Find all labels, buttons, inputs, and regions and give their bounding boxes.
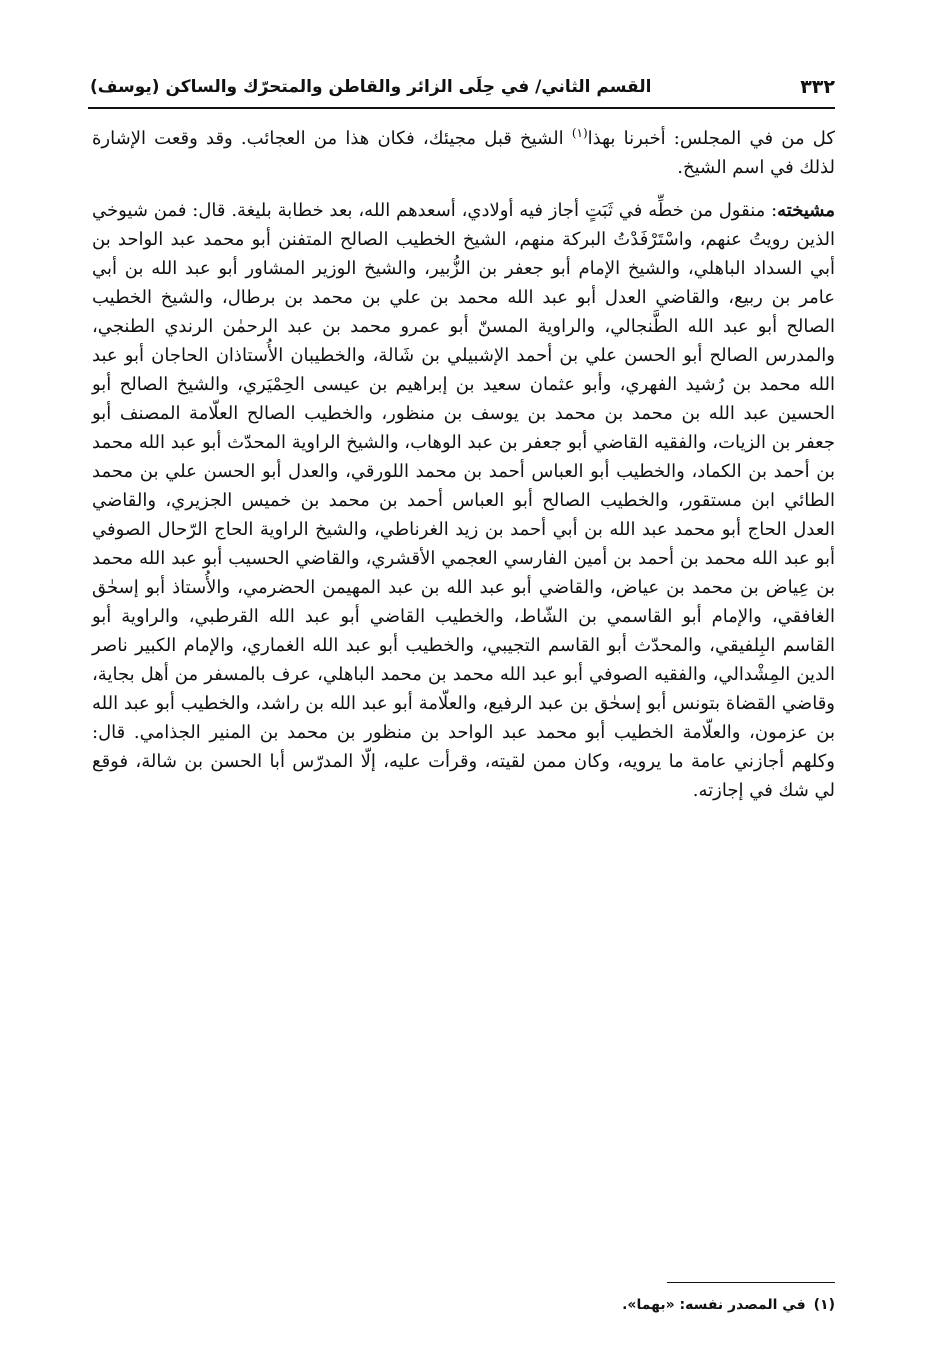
page-number: ٣٣٢	[800, 76, 835, 98]
running-title: القسم الثاني/ في حِلَى الزائر والقاطن والمتحرّك والساكن (يوسف)	[90, 77, 652, 97]
paragraph-2	[92, 196, 835, 805]
paragraph-2-text: : منقول من خطِّه في ثَبَتٍ أجاز فيه أولادي، أسعدهم الله، بعد خطابة بليغة. قال: فمن شيوخي الذين رويتُ عنهم، واسْتَرْفَدْتُ البركة منهم، الشيخ الخطيب الصالح المتفنن أبو محمد عبد الواحد بن أبي السداد الباهلي، والشيخ الإمام أبو جعفر بن الزُّبير، والشيخ الوزير المشاور أبو عبد الله بن أبي عامر بن ربيع، والقاضي العدل أبو عبد الله محمد بن علي بن محمد بن برطال، والشيخ الخطيب الصالح أبو عبد الله الطَّنجالي، والراوية المسنّ أبو عمرو محمد بن عبد الرحمٰن الرندي الطنجي، والمدرس الصالح أبو الحسن علي بن أحمد الإشبيلي بن شَالة، والخطيبان الأُستاذان الحاجان أبو عبد الله محمد بن رُشيد الفهري، وأبو عثمان سعيد بن إبراهيم بن عيسى الحِمْيَري، والشيخ الصالح أبو الحسين عبد الله بن محمد بن محمد بن يوسف بن منظور، والخطيب الصالح العلّامة المصنف أبو جعفر بن الزيات، والفقيه القاضي أبو جعفر بن عبد الوهاب، والشيخ الراوية المحدّث أبو عبد الله محمد بن أحمد بن الكماد، والخطيب أبو العباس أحمد بن محمد اللورقي، والعدل أبو الحسن علي بن محمد الطائي ابن مستقور، والخطيب الصالح أبو العباس أحمد بن محمد بن خميس الجزيري، والقاضي العدل الحاج أبو محمد عبد الله بن أبي أحمد بن زيد الغرناطي، والشيخ الراوية الحاج الرّحال الصوفي أبو عبد الله محمد بن أحمد بن أمين الفارسي العجمي الأقشري، والقاضي الحسيب أبو عبد الله محمد بن عِياض بن محمد بن عياض، والقاضي أبو عبد الله بن عبد المهيمن الحضرمي، والأُستاذ أبو إسحٰق الغافقي، والإمام أبو القاسمي بن الشّاط، والخطيب القاضي أبو عبد الله القرطبي، والراوية أبو القاسم البِلفيقي، والمحدّث أبو القاسم التجيبي، والخطيب أبو عبد الله الغماري، والإمام الكبير ناصر الدين المِشْدالي، والفقيه الصوفي أبو عبد الله محمد بن محمد الباهلي، عرف بالمسفر من أهل بجاية، وقاضي القضاة بتونس أبو إسحٰق بن عبد الرفيع، والعلّامة أبو عبد الله بن راشد، والخطيب أبو عبد الله بن عزمون، والعلّامة الخطيب أبو محمد عبد الواحد بن منظور بن محمد بن المنير الجذامي. قال: وكلهم أجازني عامة ما يرويه، وكان ممن لقيته، وقرأت عليه، إلّا المدرّس أبا الحسن بن شالة، فوقع لي شك في إجازته.	[92, 200, 835, 801]
footnote-text: في المصدر نفسه: «بهما».	[622, 1297, 806, 1313]
paragraph-1	[92, 124, 835, 182]
footnote-reference: (١)	[571, 126, 588, 140]
footnote-number: (١)	[813, 1297, 835, 1313]
body-text	[92, 124, 835, 805]
section-lead-word: مشيخته	[777, 200, 835, 221]
running-header	[90, 70, 835, 104]
paragraph-1-text-b: الشيخ قبل مجيئك، فكان هذا من العجائب. وقد وقعت الإشارة لذلك في اسم الشيخ.	[92, 128, 835, 178]
footnote-rule	[667, 1282, 835, 1283]
paragraph-1-text-a: كل من في المجلس: أخبرنا بهذا	[587, 128, 835, 149]
footnote	[92, 1294, 835, 1316]
header-rule	[88, 107, 835, 109]
